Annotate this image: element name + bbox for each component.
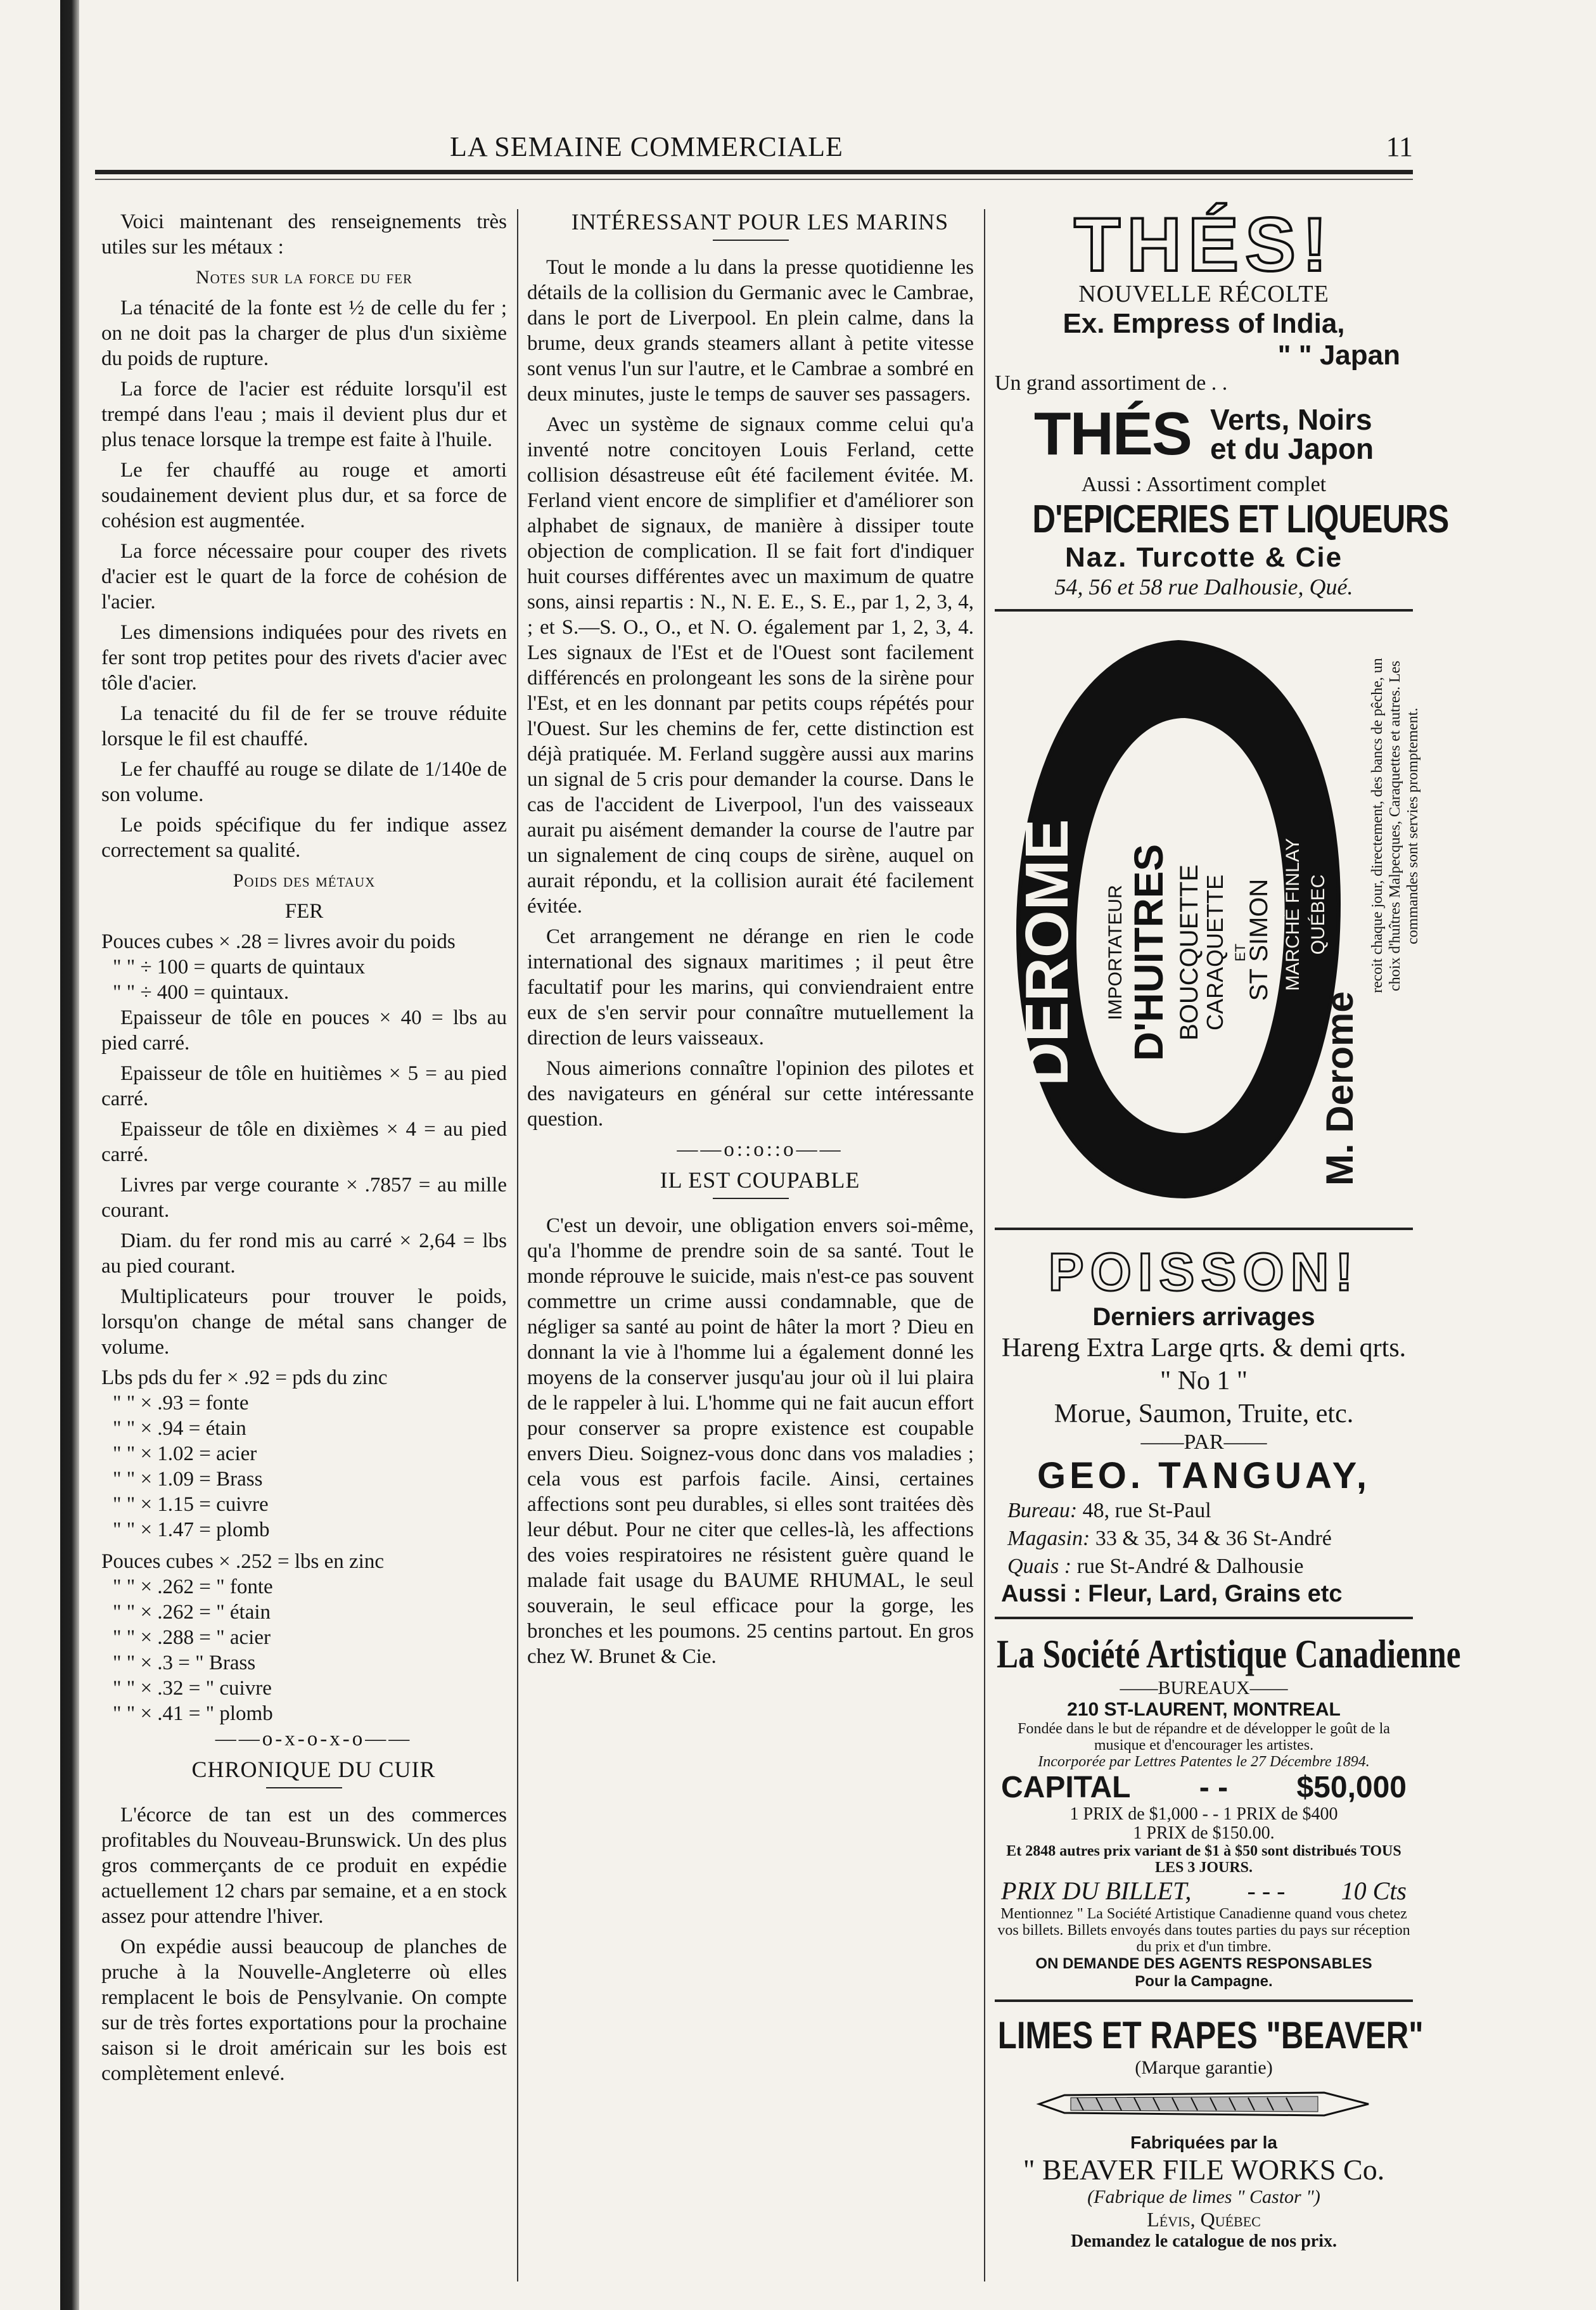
notes-heading: Notes sur la force du fer — [195, 267, 413, 288]
ad-poisson-bureau: 48, rue St-Paul — [1077, 1499, 1211, 1522]
ad-thes-firm: Naz. Turcotte & Cie — [1064, 542, 1343, 573]
header-rule — [95, 170, 1413, 174]
pds-line: " " × .94 = étain — [113, 1417, 246, 1440]
ad-poisson-magasin: 33 & 35, 34 & 36 St-André — [1090, 1527, 1332, 1550]
ad-societe-fondee: Fondée dans le but de répandre et de développer le goût de la musique et d'encourager les artistes. — [1018, 1721, 1390, 1754]
ad-poisson-par: ——PAR—— — [1140, 1430, 1267, 1454]
ad-poisson-quais: rue St-André & Dalhousie — [1071, 1555, 1304, 1578]
ad-beaver — [995, 2013, 1424, 2261]
chronique-paragraph: On expédie aussi beaucoup de planches de pruche à la Nouvelle-Angleterre où elles remplacent le bois de Pensylvanie. On compte sur de très fortes exportations pour la prochaine saison si le droit américain sur les bois est complètement enlevé. — [101, 1935, 507, 2085]
section-separator: ——o::o::o—— — [677, 1138, 843, 1161]
pouces-line: " " × .41 = " plomb — [113, 1702, 273, 1725]
article-paragraph: Avec un système de signaux comme celui qu'a inventé notre concitoyen Louis Ferland, cette collision désastreuse eût été facilement évitée. M. Ferland vient encore de simplifier et d'améliorer son alphabet de signaux, de manière à dissiper toute objection de complication. Il se fait fort d'indiquer huit courses différentes avec un maximum de quatre sons, ainsi repartis : N., N. E. E., S. E., par 1, 2, 3, 4, ; et S.—S. O., O., et N. O. également par 1, 2, 3, 4. Les signaux de l'Est et de l'Ouest sont facilement différencés en prolongeant les sons de la sirène pour l'Est, et en les donnant par petits coups répétés pour l'Ouest. Sur les chemins de fer, cette distinction est déjà pratiquée. M. Ferland suggère aussi aux marins un signal de 5 cris pour demander la course. Dans le cas de l'accident de Liverpool, l'un des vaisseaux aurait pu aisément demander la course de l'autre par un signalement de cinq coups de sirène, auquel on aurait répondu, et la collision aurait été facilement évitée. — [527, 413, 974, 918]
ad-thes-ships: Ex. Empress of India, — [1063, 308, 1345, 339]
ad-societe-billet-value: 10 Cts — [1341, 1877, 1407, 1905]
ad-beaver-firm: " BEAVER FILE WORKS Co. — [1023, 2153, 1385, 2186]
ad-thes-ships-japan: " " Japan — [1277, 340, 1400, 371]
pouces-line: Pouces cubes × .252 = lbs en zinc — [101, 1550, 384, 1573]
ad-societe-capital-dash: - - — [1199, 1771, 1229, 1804]
ad-societe-autres: Et 2848 autres prix variant de $1 à $50 sont distribués TOUS LES 3 JOURS. — [1006, 1843, 1401, 1876]
ad-beaver-subtitle: (Marque garantie) — [1135, 2057, 1273, 2078]
ad-beaver-city: Lévis, Québec — [1147, 2208, 1261, 2231]
ad-thes-kinds-line: Verts, Noirs — [1210, 403, 1372, 436]
epaisseur-line: Epaisseur de tôle en dixièmes × 4 = au pied carré. — [101, 1118, 507, 1166]
oval-line: IMPORTATEUR — [1105, 885, 1126, 1020]
ad-societe-mention: Mentionnez " La Société Artistique Canadienne quand vous chetez vos billets. Billets envoyés dans toutes parties du pays sur réception du prix et d'un timbre. — [997, 1906, 1410, 1955]
pds-line: Lbs pds du fer × .92 = pds du zinc — [101, 1366, 388, 1389]
column-metals — [101, 209, 507, 2091]
ad-thes-aussi: Aussi : Assortiment complet — [1081, 473, 1327, 496]
ad-thes-subtitle: NOUVELLE RÉCOLTE — [1078, 281, 1329, 307]
poids-heading: Poids des métaux — [233, 870, 376, 891]
ad-poisson-subtitle: Derniers arrivages — [1092, 1303, 1315, 1331]
pds-line: " " × 1.02 = acier — [113, 1442, 257, 1465]
ad-societe-campagne: Pour la Campagne. — [1135, 1973, 1273, 1990]
heading-rule — [713, 1198, 789, 1199]
ad-derome — [995, 623, 1421, 1230]
fer-heading: FER — [284, 900, 324, 923]
ad-thes-kinds-line: et du Japon — [1210, 432, 1374, 465]
ad-beaver-fabrique: (Fabrique de limes " Castor ") — [1087, 2186, 1320, 2207]
ad-societe-prix: 1 PRIX de $1,000 - - 1 PRIX de $400 — [1069, 1804, 1338, 1824]
oval-line: D'HUITRES — [1126, 844, 1171, 1062]
file-tool-illustration — [1026, 2079, 1381, 2129]
ad-poisson-line: " No 1 " — [1159, 1366, 1248, 1396]
oval-line: BOUCQUETTE — [1175, 864, 1203, 1041]
ad-societe-agents: ON DEMANDE DES AGENTS RESPONSABLES — [1035, 1955, 1372, 1972]
chronique-paragraph: L'écorce de tan est un des commerces profitables du Nouveau-Brunswick. Un des plus gros commerçants de ce produit en expédie actuellement 12 chars par semaine, et a en stock assez pour attendre l'hiver. — [101, 1804, 507, 1928]
note-paragraph: La force de l'acier est réduite lorsqu'il est trempé dans l'eau ; mais il devient plus dur et plus tenace lorsque la trempe est faite à l'huile. — [101, 378, 507, 451]
ad-societe — [995, 1631, 1461, 2002]
ad-societe-bureaux: ——BUREAUX—— — [1120, 1678, 1288, 1698]
chronique-heading: CHRONIQUE DU CUIR — [191, 1757, 436, 1782]
fer-line: " " ÷ 100 = quarts de quintaux — [113, 956, 366, 979]
ad-thes-word: THÉS — [1033, 400, 1191, 468]
oval-outer-text: DEROME — [1013, 819, 1081, 1086]
ad-poisson — [995, 1242, 1413, 1619]
page-number: 11 — [1386, 131, 1413, 162]
ad-thes-title: THÉS! — [1074, 202, 1334, 287]
ad-societe-capital-value: $50,000 — [1296, 1771, 1407, 1804]
ad-thes-assortment: Un grand assortiment de . . — [995, 371, 1228, 395]
epaisseur-line: Diam. du fer rond mis au carré × 2,64 = lbs au pied courant. — [101, 1229, 507, 1278]
pouces-line: " " × .3 = " Brass — [113, 1652, 256, 1674]
column-separator — [517, 209, 518, 2281]
ad-societe-capital-label: CAPITAL — [1001, 1771, 1131, 1804]
ad-societe-prix: 1 PRIX de $150.00. — [1133, 1823, 1275, 1843]
pouces-line: " " × .32 = " cuivre — [113, 1677, 272, 1700]
pds-line: " " × 1.15 = cuivre — [113, 1493, 269, 1516]
oval-line: MARCHÉ FINLAY — [1282, 838, 1303, 991]
page-header — [95, 127, 1413, 167]
article-paragraph: C'est un devoir, une obligation envers soi-même, qu'a l'homme de prendre soin de sa santé. Tout le monde réprouve le suicide, mais n'est-ce pas souvent commettre un crime aussi condamnable, que de négliger sa santé au point de hâter la mort ? Dieu en donnant la vie à l'homme lui a également donné les moyens de la conserver jusqu'au jour où il lui plaira de le rappeler à lui. L'homme qui ne fait aucun effort pour conserver sa propre existence est coupable envers Dieu. Soignez-vous donc dans vos maladies ; cela vous est parfois facile. Ainsi, certaines affections sont peu durables, si elles sont traitées dès leur début. Pour ne citer que celles-là, les affections des voies respiratoires ne résistent guère quand le malade fait usage du BAUME RHUMAL, le seul souverain, le seul efficace pour la gorge, les bronches et les poumons. 25 centins partout. En gros chez W. Brunet & Cie. — [527, 1214, 974, 1668]
heading-rule — [266, 1787, 342, 1788]
note-paragraph: La tenacité du fil de fer se trouve réduite lorsque le fil est chauffé. — [101, 702, 507, 750]
column-separator — [984, 209, 985, 2281]
ad-thes-kinds — [995, 399, 1413, 469]
intro-paragraph: Voici maintenant des renseignements très utiles sur les métaux : — [101, 210, 507, 259]
epaisseur-line: Multiplicateurs pour trouver le poids, lorsqu'on change de métal sans changer de volume. — [101, 1285, 507, 1359]
article-paragraph: Cet arrangement ne dérange en rien le code international des signaux maritimes ; il peut être facultatif pour les marins, qui conviendraient entre eux de s'en servir pour connaître mutuellement la direction de leurs vaisseaux. — [527, 925, 974, 1049]
ad-poisson-magasin-label: Magasin: — [1007, 1527, 1090, 1550]
ad-poisson-firm: GEO. TANGUAY, — [1037, 1455, 1370, 1496]
note-paragraph: La force nécessaire pour couper des rivets d'acier est le quart de la force de cohésion de l'acier. — [101, 540, 507, 613]
ad-societe-incorp: Incorporée par Lettres Patentes le 27 Décembre 1894. — [1038, 1754, 1370, 1770]
oval-line: QUÉBEC — [1308, 874, 1329, 955]
epaisseur-line: Epaisseur de tôle en pouces × 40 = lbs au pied carré. — [101, 1006, 507, 1055]
ad-poisson-line: Hareng Extra Large qrts. & demi qrts. — [1001, 1333, 1407, 1363]
oyster-illustration — [995, 623, 1362, 1206]
ad-societe-capital — [995, 1770, 1413, 1805]
pds-line: " " × 1.09 = Brass — [113, 1468, 263, 1491]
section-separator: ——o-x-o-x-o—— — [215, 1728, 412, 1750]
header-rule-thin — [95, 179, 1413, 180]
pds-line: " " × .93 = fonte — [113, 1392, 249, 1415]
ad-thes-epiceries: D'EPICERIES ET LIQUEURS — [1032, 497, 1449, 541]
ad-thes-kinds-text — [1210, 405, 1374, 463]
ad-beaver-fabriquees: Fabriquées par la — [1130, 2133, 1277, 2152]
oval-line: CARAQUETTE — [1202, 874, 1228, 1031]
ad-derome-side-text: recoit chaque jour, directement, des bancs de pêche, un choix d'huîtres Malpecques, Caraquettes et autres. Les commandes sont servies promptement. — [1369, 658, 1421, 994]
pouces-line: " " × .262 = " fonte — [113, 1575, 273, 1598]
pouces-line: " " × .288 = " acier — [113, 1626, 271, 1649]
note-paragraph: Le fer chauffé au rouge se dilate de 1/140e de son volume. — [101, 758, 507, 806]
ad-poisson-aussi: Aussi : Fleur, Lard, Grains etc — [1001, 1581, 1343, 1607]
heading-rule — [713, 240, 789, 241]
oval-line: ST SIMON — [1245, 878, 1273, 1001]
column-articles — [527, 209, 974, 1674]
ad-thes — [995, 202, 1449, 612]
note-paragraph: La ténacité de la fonte est ½ de celle du fer ; on ne doit pas la charger de plus d'un sixième du poids de rupture. — [101, 297, 507, 370]
ad-poisson-title: POISSON! — [1048, 1242, 1360, 1302]
ad-derome-name: M. Derome — [1318, 991, 1361, 1186]
ad-societe-billet-label: PRIX DU BILLET, — [1001, 1877, 1192, 1905]
ads-column — [995, 202, 1461, 2272]
article-heading-coupable: IL EST COUPABLE — [660, 1167, 860, 1193]
epaisseur-line: Epaisseur de tôle en huitièmes × 5 = au pied carré. — [101, 1062, 507, 1110]
ad-thes-address: 54, 56 et 58 rue Dalhousie, Qué. — [1054, 574, 1353, 600]
ad-beaver-catalogue: Demandez le catalogue de nos prix. — [1071, 2231, 1337, 2251]
article-paragraph: Nous aimerions connaître l'opinion des pilotes et des navigateurs en général sur cette intéressante question. — [527, 1057, 974, 1131]
note-paragraph: Le fer chauffé au rouge et amorti soudainement devient plus dur, et sa force de cohésion est augmentée. — [101, 459, 507, 532]
ad-societe-billet-dash: - - - — [1247, 1877, 1286, 1905]
ad-poisson-address — [995, 1497, 1413, 1581]
fer-line: Pouces cubes × .28 = livres avoir du poids — [101, 930, 456, 953]
note-paragraph: Le poids spécifique du fer indique assez correctement sa qualité. — [101, 814, 507, 862]
binding-spine — [60, 0, 79, 2310]
epaisseur-line: Livres par verge courante × .7857 = au mille courant. — [101, 1174, 507, 1222]
fer-line: " " ÷ 400 = quintaux. — [113, 981, 290, 1004]
note-paragraph: Les dimensions indiquées pour des rivets en fer sont trop petites pour des rivets d'acier avec tôle d'acier. — [101, 621, 507, 695]
ad-poisson-quais-label: Quais : — [1007, 1555, 1072, 1578]
ad-societe-billet — [995, 1876, 1413, 1906]
ad-poisson-bureau-label: Bureau: — [1007, 1499, 1078, 1522]
pouces-line: " " × .262 = " étain — [113, 1601, 271, 1624]
ad-societe-address: 210 ST-LAURENT, MONTREAL — [1067, 1699, 1341, 1720]
ad-poisson-line: Morue, Saumon, Truite, etc. — [1054, 1399, 1354, 1428]
newspaper-title: LA SEMAINE COMMERCIALE — [450, 131, 843, 162]
pds-line: " " × 1.47 = plomb — [113, 1518, 270, 1541]
article-heading-marins: INTÉRESSANT POUR LES MARINS — [571, 209, 949, 234]
article-paragraph: Tout le monde a lu dans la presse quotidienne les détails de la collision du Germanic avec le Cambrae, dans le port de Liverpool. En plein calme, dans la brume, deux grands steamers allant à petite vitesse sont venus l'un sur l'autre, et le Cambrae a sombré en deux minutes, juste le temps de sauver ses passagers. — [527, 256, 974, 406]
ad-societe-title: La Société Artistique Canadienne — [997, 1631, 1461, 1676]
oval-line: ET — [1232, 943, 1248, 962]
ad-beaver-title: LIMES ET RAPES "BEAVER" — [997, 2014, 1424, 2057]
